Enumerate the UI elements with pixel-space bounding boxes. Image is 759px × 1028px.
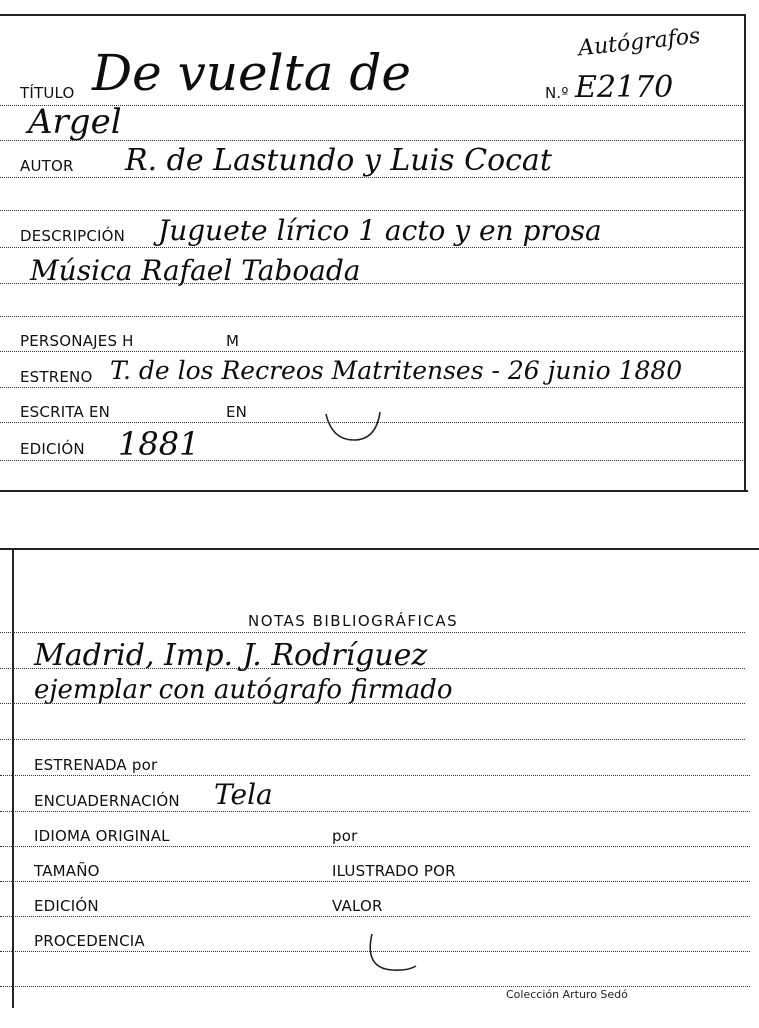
handwritten-title-line2: Argel [28, 102, 122, 142]
label-estreno: ESTRENO [20, 368, 93, 386]
card-left-edge-back [12, 548, 14, 1008]
label-encuadernacion: ENCUADERNACIÓN [34, 792, 180, 810]
handwritten-author: R. de Lastundo y Luis Cocat [125, 143, 552, 178]
card-right-edge [744, 14, 746, 492]
label-en: EN [226, 403, 248, 421]
handwritten-notes-line1: Madrid, Imp. J. Rodríguez [34, 638, 428, 673]
label-autor: AUTOR [20, 157, 74, 175]
handwritten-description-line1: Juguete lírico 1 acto y en prosa [158, 214, 602, 247]
label-escrita-en: ESCRITA EN [20, 403, 111, 421]
card-bottom-edge [0, 490, 748, 492]
handwritten-title-line1: De vuelta de [92, 44, 411, 102]
rule-notas-3 [0, 703, 745, 704]
rule-personajes [0, 351, 745, 352]
catalog-card-front [0, 0, 759, 500]
catalog-card-back [0, 540, 759, 1028]
rule-blank-1 [0, 210, 745, 211]
handwritten-catalog-number: E2170 [575, 70, 674, 105]
rule-descripcion-2 [0, 283, 745, 284]
label-estrenada-por: ESTRENADA por [34, 756, 158, 774]
rule-descripcion [0, 247, 745, 248]
rule-encuadernacion [0, 811, 750, 812]
label-edicion: EDICIÓN [20, 440, 85, 458]
label-descripcion: DESCRIPCIÓN [20, 227, 126, 245]
rule-estreno [0, 387, 745, 388]
footer-collection: Colección Arturo Sedó [506, 988, 628, 1001]
rule-edicion-back [0, 916, 750, 917]
handwritten-note-autografos: Autógrafos [577, 23, 702, 62]
label-edicion-back: EDICIÓN [34, 897, 99, 915]
rule-notas-4 [0, 739, 745, 740]
handwritten-description-line2: Música Rafael Taboada [30, 254, 361, 287]
label-notas-bibliograficas: NOTAS BIBLIOGRÁFICAS [248, 612, 459, 630]
handwritten-edition-year: 1881 [118, 425, 200, 463]
label-personajes-m: M [226, 332, 240, 350]
rule-autor [0, 177, 745, 178]
rule-blank-2 [0, 316, 745, 317]
handwritten-premiere: T. de los Recreos Matritenses - 26 junio 1880 [110, 356, 683, 385]
label-personajes-h: PERSONAJES H [20, 332, 134, 350]
label-procedencia: PROCEDENCIA [34, 932, 145, 950]
rule-notas-2 [0, 668, 745, 669]
rule-edicion [0, 460, 745, 461]
rule-notas [0, 632, 745, 633]
label-ilustrado-por: ILUSTRADO POR [332, 862, 456, 880]
label-titulo: TÍTULO [20, 84, 75, 102]
rule-estrenada [0, 775, 750, 776]
handwritten-notes-line2: ejemplar con autógrafo firmado [34, 675, 453, 705]
handwritten-binding: Tela [214, 778, 273, 811]
label-idioma-por: por [332, 827, 358, 845]
label-tamano: TAMAÑO [34, 862, 100, 880]
rule-final [0, 986, 750, 987]
label-idioma-original: IDIOMA ORIGINAL [34, 827, 170, 845]
ring-hole-mark [318, 396, 388, 446]
ring-hole-mark-back [362, 928, 422, 976]
card-top-edge-back [0, 548, 759, 550]
rule-idioma [0, 846, 750, 847]
label-valor: VALOR [332, 897, 383, 915]
card-top-edge [0, 14, 745, 16]
label-numero: N.º [545, 84, 569, 102]
rule-titulo-2 [0, 140, 745, 141]
rule-tamano [0, 881, 750, 882]
